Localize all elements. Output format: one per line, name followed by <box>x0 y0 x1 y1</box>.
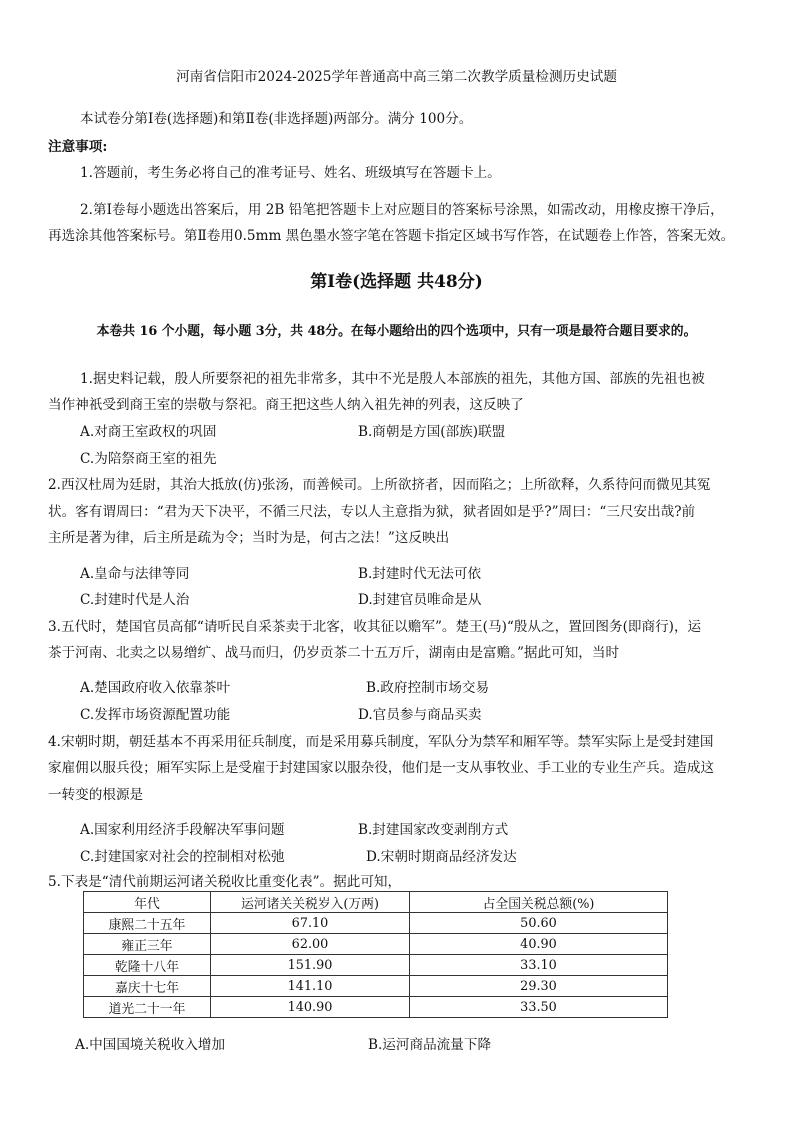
table-header-cell: 占全国关税总额(%) <box>410 892 668 913</box>
exam-intro: 本试卷分第Ⅰ卷(选择题)和第Ⅱ卷(非选择题)两部分。满分 100分。 <box>80 111 473 127</box>
q1-option-b: B.商朝是方国(部族)联盟 <box>358 424 506 440</box>
q1-option-a: A.对商王室政权的巩固 <box>80 424 217 440</box>
table-cell: 50.60 <box>410 913 668 934</box>
q1-stem-line1: 1.据史料记载，殷人所要祭祀的祖先非常多，其中不光是殷人本部族的祖先，其他方国、部族的先祖也被 <box>80 371 705 387</box>
document-title: 河南省信阳市2024-2025学年普通高中高三第二次教学质量检测历史试题 <box>176 69 617 85</box>
q1-option-c: C.为陪祭商王室的祖先 <box>80 451 217 467</box>
table-row <box>84 955 668 976</box>
section-title: 第Ⅰ卷(选择题 共48分) <box>310 272 483 292</box>
q5-option-b: B.运河商品流量下降 <box>368 1037 492 1053</box>
table-cell: 嘉庆十七年 <box>84 976 211 997</box>
table-row <box>84 913 668 934</box>
q5-stem: 5.下表是“清代前期运河诸关税收比重变化表”。据此可知， <box>48 874 402 890</box>
q2-option-b: B.封建时代无法可依 <box>358 566 482 582</box>
q2-option-a: A.皇命与法律等同 <box>80 566 190 582</box>
q4-option-b: B.封建国家改变剥削方式 <box>358 822 509 838</box>
table-row <box>84 934 668 955</box>
notice-item-2-line1: 2.第Ⅰ卷每小题选出答案后，用 2B 铅笔把答题卡上对应题目的答案标号涂黑，如需改动，用橡皮擦干净后， <box>80 202 724 218</box>
canal-tax-table <box>83 891 668 1018</box>
q3-option-c: C.发挥市场资源配置功能 <box>80 707 231 723</box>
q2-option-c: C.封建时代是人治 <box>80 592 190 608</box>
table-header-cell: 运河诸关关税岁入(万两) <box>211 892 410 913</box>
q3-option-a: A.楚国政府收入依靠茶叶 <box>80 680 231 696</box>
table-cell: 雍正三年 <box>84 934 211 955</box>
table-cell: 40.90 <box>410 934 668 955</box>
q3-option-b: B.政府控制市场交易 <box>366 680 490 696</box>
q4-option-a: A.国家利用经济手段解决军事问题 <box>80 822 285 838</box>
table-header-row <box>84 892 668 913</box>
q2-option-d: D.封建官员唯命是从 <box>358 592 482 608</box>
table-cell: 67.10 <box>211 913 410 934</box>
q3-stem-line1: 3.五代时，楚国官员高郁“请听民自采茶卖于北客，收其征以赡军”。楚王(马)“殷从之，置回图务(即商行)，运 <box>48 619 702 635</box>
q4-stem-line2: 家雇佣以服兵役；厢军实际上是受雇于封建国家以服杂役，他们是一支从事牧业、手工业的专业生产兵。造成这 <box>48 760 715 776</box>
q3-option-d: D.官员参与商品买卖 <box>358 707 482 723</box>
notice-item-1: 1.答题前，考生务必将自己的准考证号、姓名、班级填写在答题卡上。 <box>80 165 501 181</box>
table-row <box>84 976 668 997</box>
table-cell: 康熙二十五年 <box>84 913 211 934</box>
q4-option-c: C.封建国家对社会的控制相对松弛 <box>80 849 285 865</box>
table-cell: 33.50 <box>410 997 668 1018</box>
notice-heading: 注意事项: <box>48 139 108 155</box>
q2-stem-line2: 状。客有谓周曰：“君为天下决平，不循三尺法，专以人主意指为狱，狱者固如是乎?”周曰：“三尺安出哉?前 <box>48 504 696 520</box>
table-cell: 29.30 <box>410 976 668 997</box>
q4-stem-line3: 一转变的根源是 <box>48 787 144 803</box>
table-row <box>84 997 668 1018</box>
section-intro: 本卷共 16 个小题，每小题 3分，共 48分。在每小题给出的四个选项中，只有一项是最符合题目要求的。 <box>96 324 697 339</box>
q3-stem-line2: 茶于河南、北卖之以易缯纩、战马而归，仍岁贡茶二十五万斤，湖南由是富赡。”据此可知，当时 <box>48 645 620 661</box>
table-cell: 33.10 <box>410 955 668 976</box>
table-cell: 151.90 <box>211 955 410 976</box>
notice-item-2-line2: 再选涂其他答案标号。第Ⅱ卷用0.5mm 黑色墨水签字笔在答题卡指定区域书写作答，在试题卷上作答，答案无效。 <box>48 228 735 244</box>
table-header-cell: 年代 <box>84 892 211 913</box>
q4-stem-line1: 4.宋朝时期，朝廷基本不再采用征兵制度，而是采用募兵制度，军队分为禁军和厢军等。禁军实际上是受封建国 <box>48 734 714 750</box>
q1-stem-line2: 当作神祇受到商王室的崇敬与祭祀。商王把这些人纳入祖先神的列表，这反映了 <box>48 397 524 413</box>
table-cell: 乾隆十八年 <box>84 955 211 976</box>
q5-option-a: A.中国国境关税收入增加 <box>75 1037 226 1053</box>
table-cell: 道光二十一年 <box>84 997 211 1018</box>
q2-stem-line3: 主所是著为律，后主所是疏为令；当时为是，何古之法！”这反映出 <box>48 530 450 546</box>
q4-option-d: D.宋朝时期商品经济发达 <box>366 849 517 865</box>
table-cell: 141.10 <box>211 976 410 997</box>
q2-stem-line1: 2.西汉杜周为廷尉，其治大抵放(仿)张汤，而善候司。上所欲挤者，因而陷之；上所欲释，久系待问而微见其冤 <box>48 477 711 493</box>
table-cell: 62.00 <box>211 934 410 955</box>
table-cell: 140.90 <box>211 997 410 1018</box>
